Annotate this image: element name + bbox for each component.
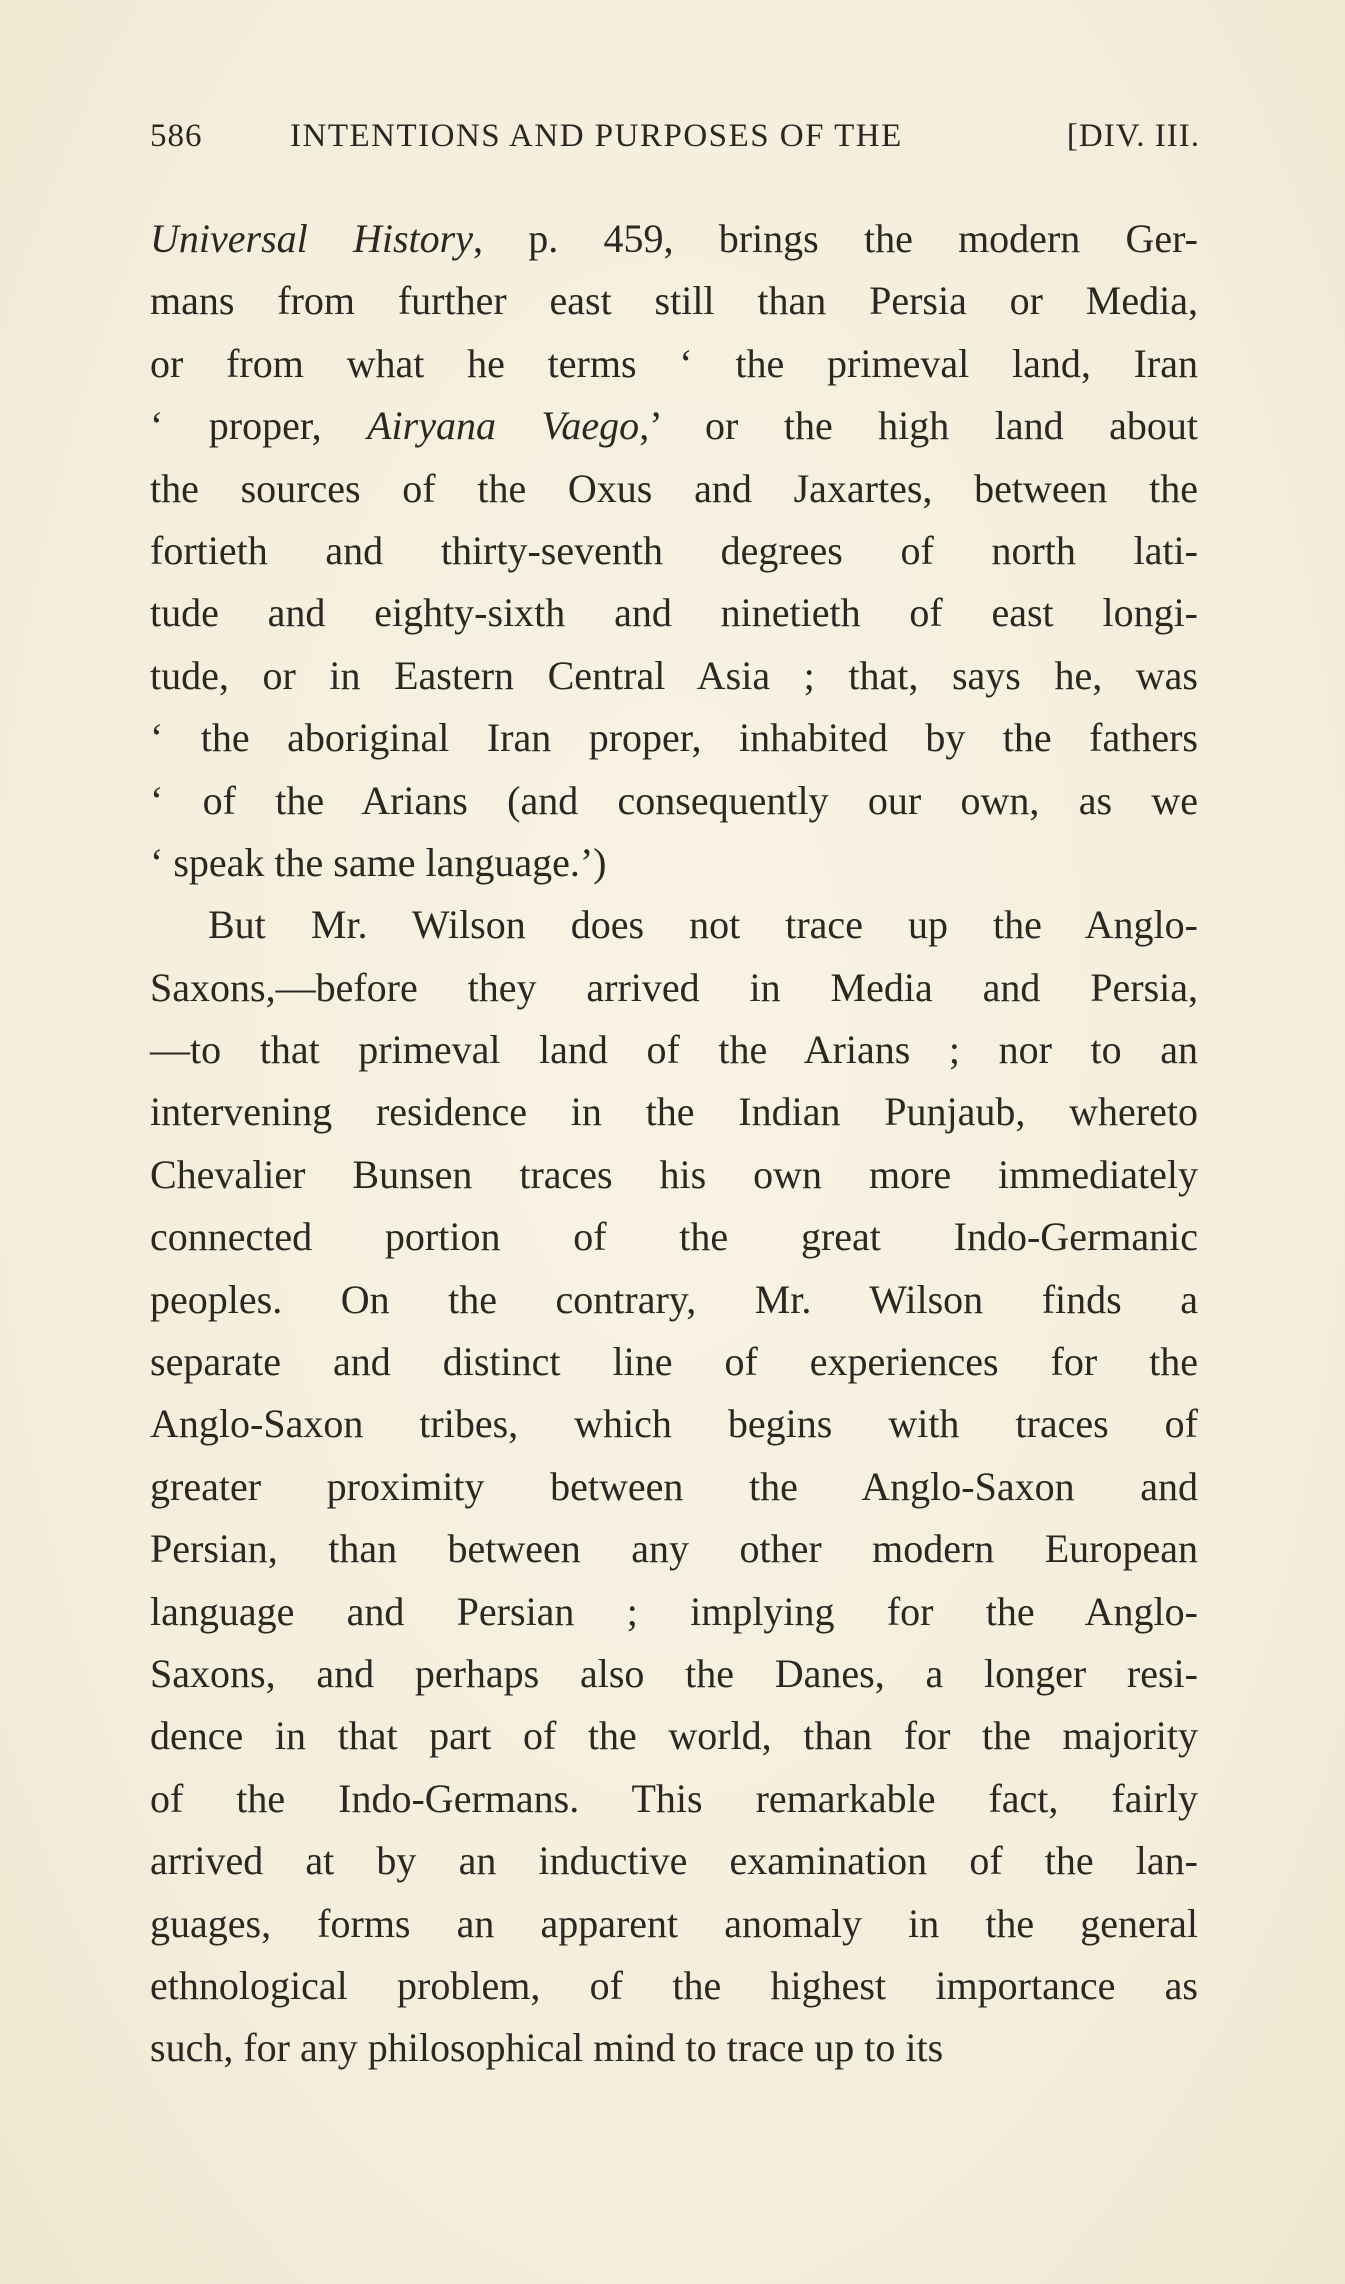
text-line: tude and eighty-sixth and ninetieth of east longi- bbox=[150, 590, 1198, 636]
text-line: intervening residence in the Indian Punjaub, whereto bbox=[150, 1089, 1198, 1135]
text-line: greater proximity between the Anglo-Saxon and bbox=[150, 1463, 1198, 1509]
text-line: Persian, than between any other modern European bbox=[150, 1526, 1198, 1572]
page-number: 586 bbox=[150, 118, 203, 154]
text-line: ‘ speak the same language.’) bbox=[150, 839, 607, 885]
text-line: peoples. On the contrary, Mr. Wilson finds a bbox=[150, 1276, 1198, 1322]
text-line: But Mr. Wilson does not trace up the Anglo- bbox=[208, 902, 1198, 948]
text-line: separate and distinct line of experiences for the bbox=[150, 1339, 1198, 1385]
text-line: language and Persian ; implying for the Anglo- bbox=[150, 1588, 1198, 1634]
paragraph bbox=[150, 894, 1198, 2079]
text-line: guages, forms an apparent anomaly in the general bbox=[150, 1900, 1198, 1946]
paragraph bbox=[150, 208, 1198, 894]
text-line: ‘ proper, Airyana Vaego,’ or the high land about bbox=[150, 403, 1198, 449]
text-line: fortieth and thirty-seventh degrees of north lati- bbox=[150, 527, 1198, 573]
text-line: mans from further east still than Persia or Media, bbox=[150, 278, 1198, 324]
text-line: Universal History, p. 459, brings the modern Ger- bbox=[150, 216, 1198, 261]
text-line: tude, or in Eastern Central Asia ; that, says he, was bbox=[150, 652, 1198, 698]
text-line: such, for any philosophical mind to trace up to its bbox=[150, 2025, 944, 2071]
text-line: Saxons,—before they arrived in Media and Persia, bbox=[150, 964, 1198, 1010]
text-line: ‘ the aboriginal Iran proper, inhabited by the fathers bbox=[150, 715, 1198, 761]
text-line: ethnological problem, of the highest importance as bbox=[150, 1962, 1198, 2008]
text-line: the sources of the Oxus and Jaxartes, between the bbox=[150, 465, 1198, 511]
text-line: ‘ of the Arians (and consequently our own, as we bbox=[150, 777, 1198, 823]
text-line: dence in that part of the world, than for the majority bbox=[150, 1713, 1198, 1759]
text-line: arrived at by an inductive examination of the lan- bbox=[150, 1838, 1198, 1884]
running-title: INTENTIONS AND PURPOSES OF THE bbox=[290, 118, 903, 154]
text-line: Saxons, and perhaps also the Danes, a longer resi- bbox=[150, 1650, 1198, 1696]
text-line: of the Indo-Germans. This remarkable fact, fairly bbox=[150, 1775, 1198, 1821]
text-line: or from what he terms ‘ the primeval land, Iran bbox=[150, 340, 1198, 386]
text-line: Anglo-Saxon tribes, which begins with traces of bbox=[150, 1401, 1198, 1447]
section-marker: [DIV. III. bbox=[1066, 118, 1200, 154]
text-line: Chevalier Bunsen traces his own more immediately bbox=[150, 1151, 1198, 1197]
text-line: —to that primeval land of the Arians ; nor to an bbox=[150, 1027, 1198, 1073]
text-line: connected portion of the great Indo-Germanic bbox=[150, 1214, 1198, 1260]
running-header bbox=[150, 118, 1200, 168]
body-text bbox=[150, 208, 1198, 2080]
